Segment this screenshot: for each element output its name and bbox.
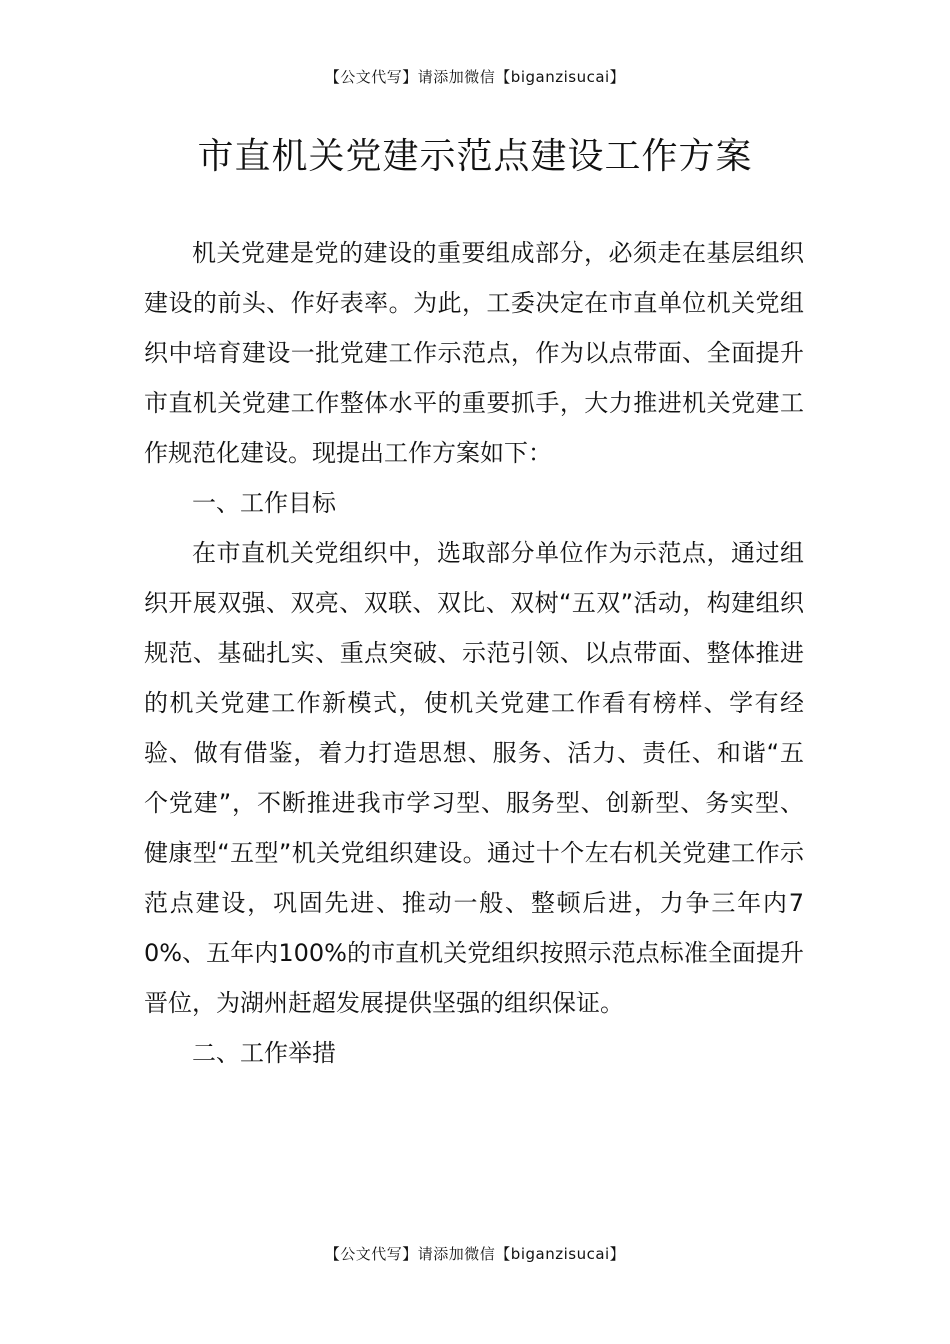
intro-paragraph: 机关党建是党的建设的重要组成部分，必须走在基层组织建设的前头、作好表率。为此，工委决定在市直单位机关党组织中培育建设一批党建工作示范点，作为以点带面、全面提升市直机关党建工作整体水平的重要抓手，大力推进机关党建工作规范化建设。现提出工作方案如下： (144, 239, 804, 467)
document-body (144, 228, 804, 1078)
footer-note: 【公文代写】请添加微信【biganzisucai】 (324, 1245, 626, 1263)
section-1-heading: 一、工作目标 (192, 489, 336, 517)
header-note: 【公文代写】请添加微信【biganzisucai】 (324, 68, 626, 86)
section-2-heading: 二、工作举措 (192, 1039, 336, 1067)
document-title: 市直机关党建示范点建设工作方案 (197, 136, 753, 177)
section-1-paragraph: 在市直机关党组织中，选取部分单位作为示范点，通过组织开展双强、双亮、双联、双比、双树“五双”活动，构建组织规范、基础扎实、重点突破、示范引领、以点带面、整体推进的机关党建工作新模式，使机关党建工作看有榜样、学有经验、做有借鉴，着力打造思想、服务、活力、责任、和谐“五个党建”，不断推进我市学习型、服务型、创新型、务实型、健康型“五型”机关党组织建设。通过十个左右机关党建工作示范点建设，巩固先进、推动一般、整顿后进，力争三年内70%、五年内100%的市直机关党组织按照示范点标准全面提升晋位，为湖州赶超发展提供坚强的组织保证。 (144, 539, 804, 1017)
